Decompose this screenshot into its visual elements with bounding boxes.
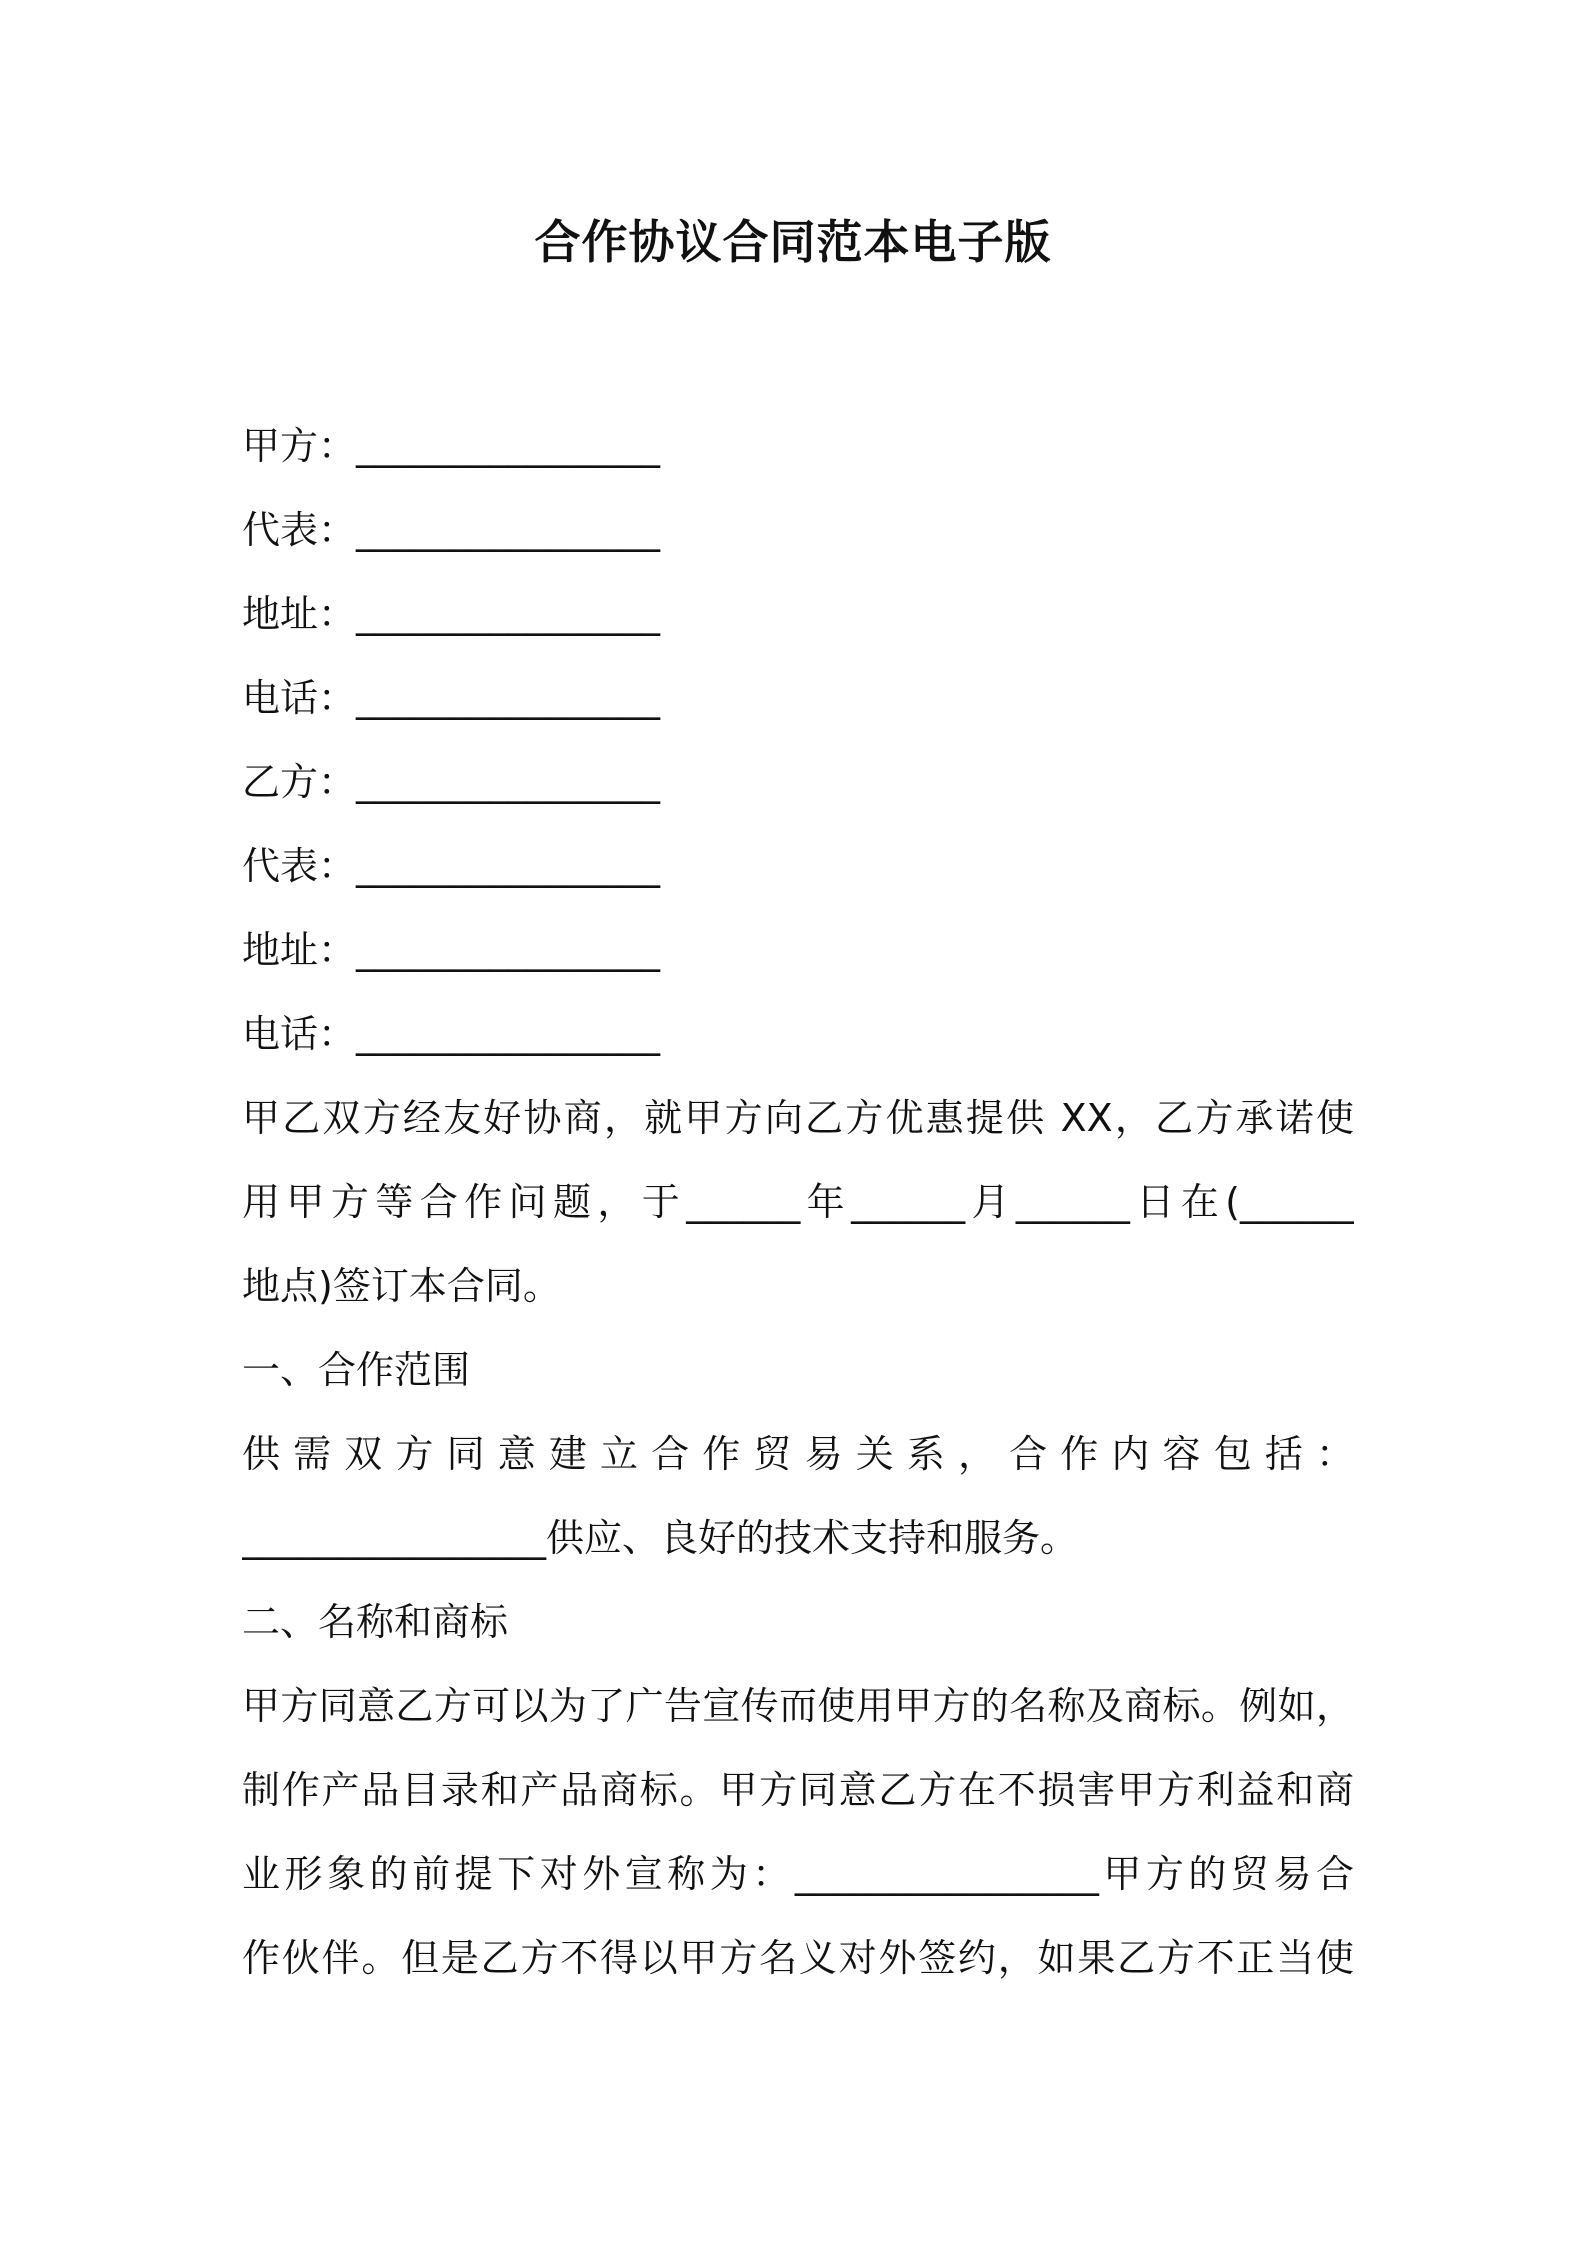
- preamble-line-2: 用甲方等合作问题，于______年______月______日在(______: [242, 1180, 1354, 1224]
- section-2-heading: 二、名称和商标: [242, 1600, 509, 1644]
- party-a-phone-field: 电话：________________: [242, 676, 661, 720]
- preamble-line-3: 地点)签订本合同。: [242, 1264, 561, 1308]
- party-b-representative-field: 代表：________________: [242, 844, 661, 888]
- party-a-field: 甲方：________________: [242, 424, 661, 468]
- section-1-line-1: 供需双方同意建立合作贸易关系，合作内容包括：: [242, 1432, 1354, 1476]
- party-a-representative-field: 代表：________________: [242, 508, 661, 552]
- document-body: [242, 404, 1354, 2000]
- party-b-address-field: 地址：________________: [242, 928, 661, 972]
- document-title: 合作协议合同范本电子版: [534, 215, 1052, 269]
- party-b-field: 乙方：________________: [242, 760, 661, 804]
- section-2-line-3: 业形象的前提下对外宣称为：________________甲方的贸易合: [242, 1852, 1354, 1896]
- preamble-line-1: 甲乙双方经友好协商，就甲方向乙方优惠提供 XX，乙方承诺使: [242, 1096, 1354, 1140]
- party-b-phone-field: 电话：________________: [242, 1012, 661, 1056]
- section-2-line-2: 制作产品目录和产品商标。甲方同意乙方在不损害甲方利益和商: [242, 1768, 1354, 1812]
- section-1-heading: 一、合作范围: [242, 1348, 471, 1392]
- party-a-address-field: 地址：________________: [242, 592, 661, 636]
- section-2-line-1: 甲方同意乙方可以为了广告宣传而使用甲方的名称及商标。例如，: [242, 1684, 1354, 1728]
- section-2-line-4: 作伙伴。但是乙方不得以甲方名义对外签约，如果乙方不正当使: [242, 1936, 1354, 1980]
- section-1-line-2: ________________供应、良好的技术支持和服务。: [242, 1516, 1079, 1560]
